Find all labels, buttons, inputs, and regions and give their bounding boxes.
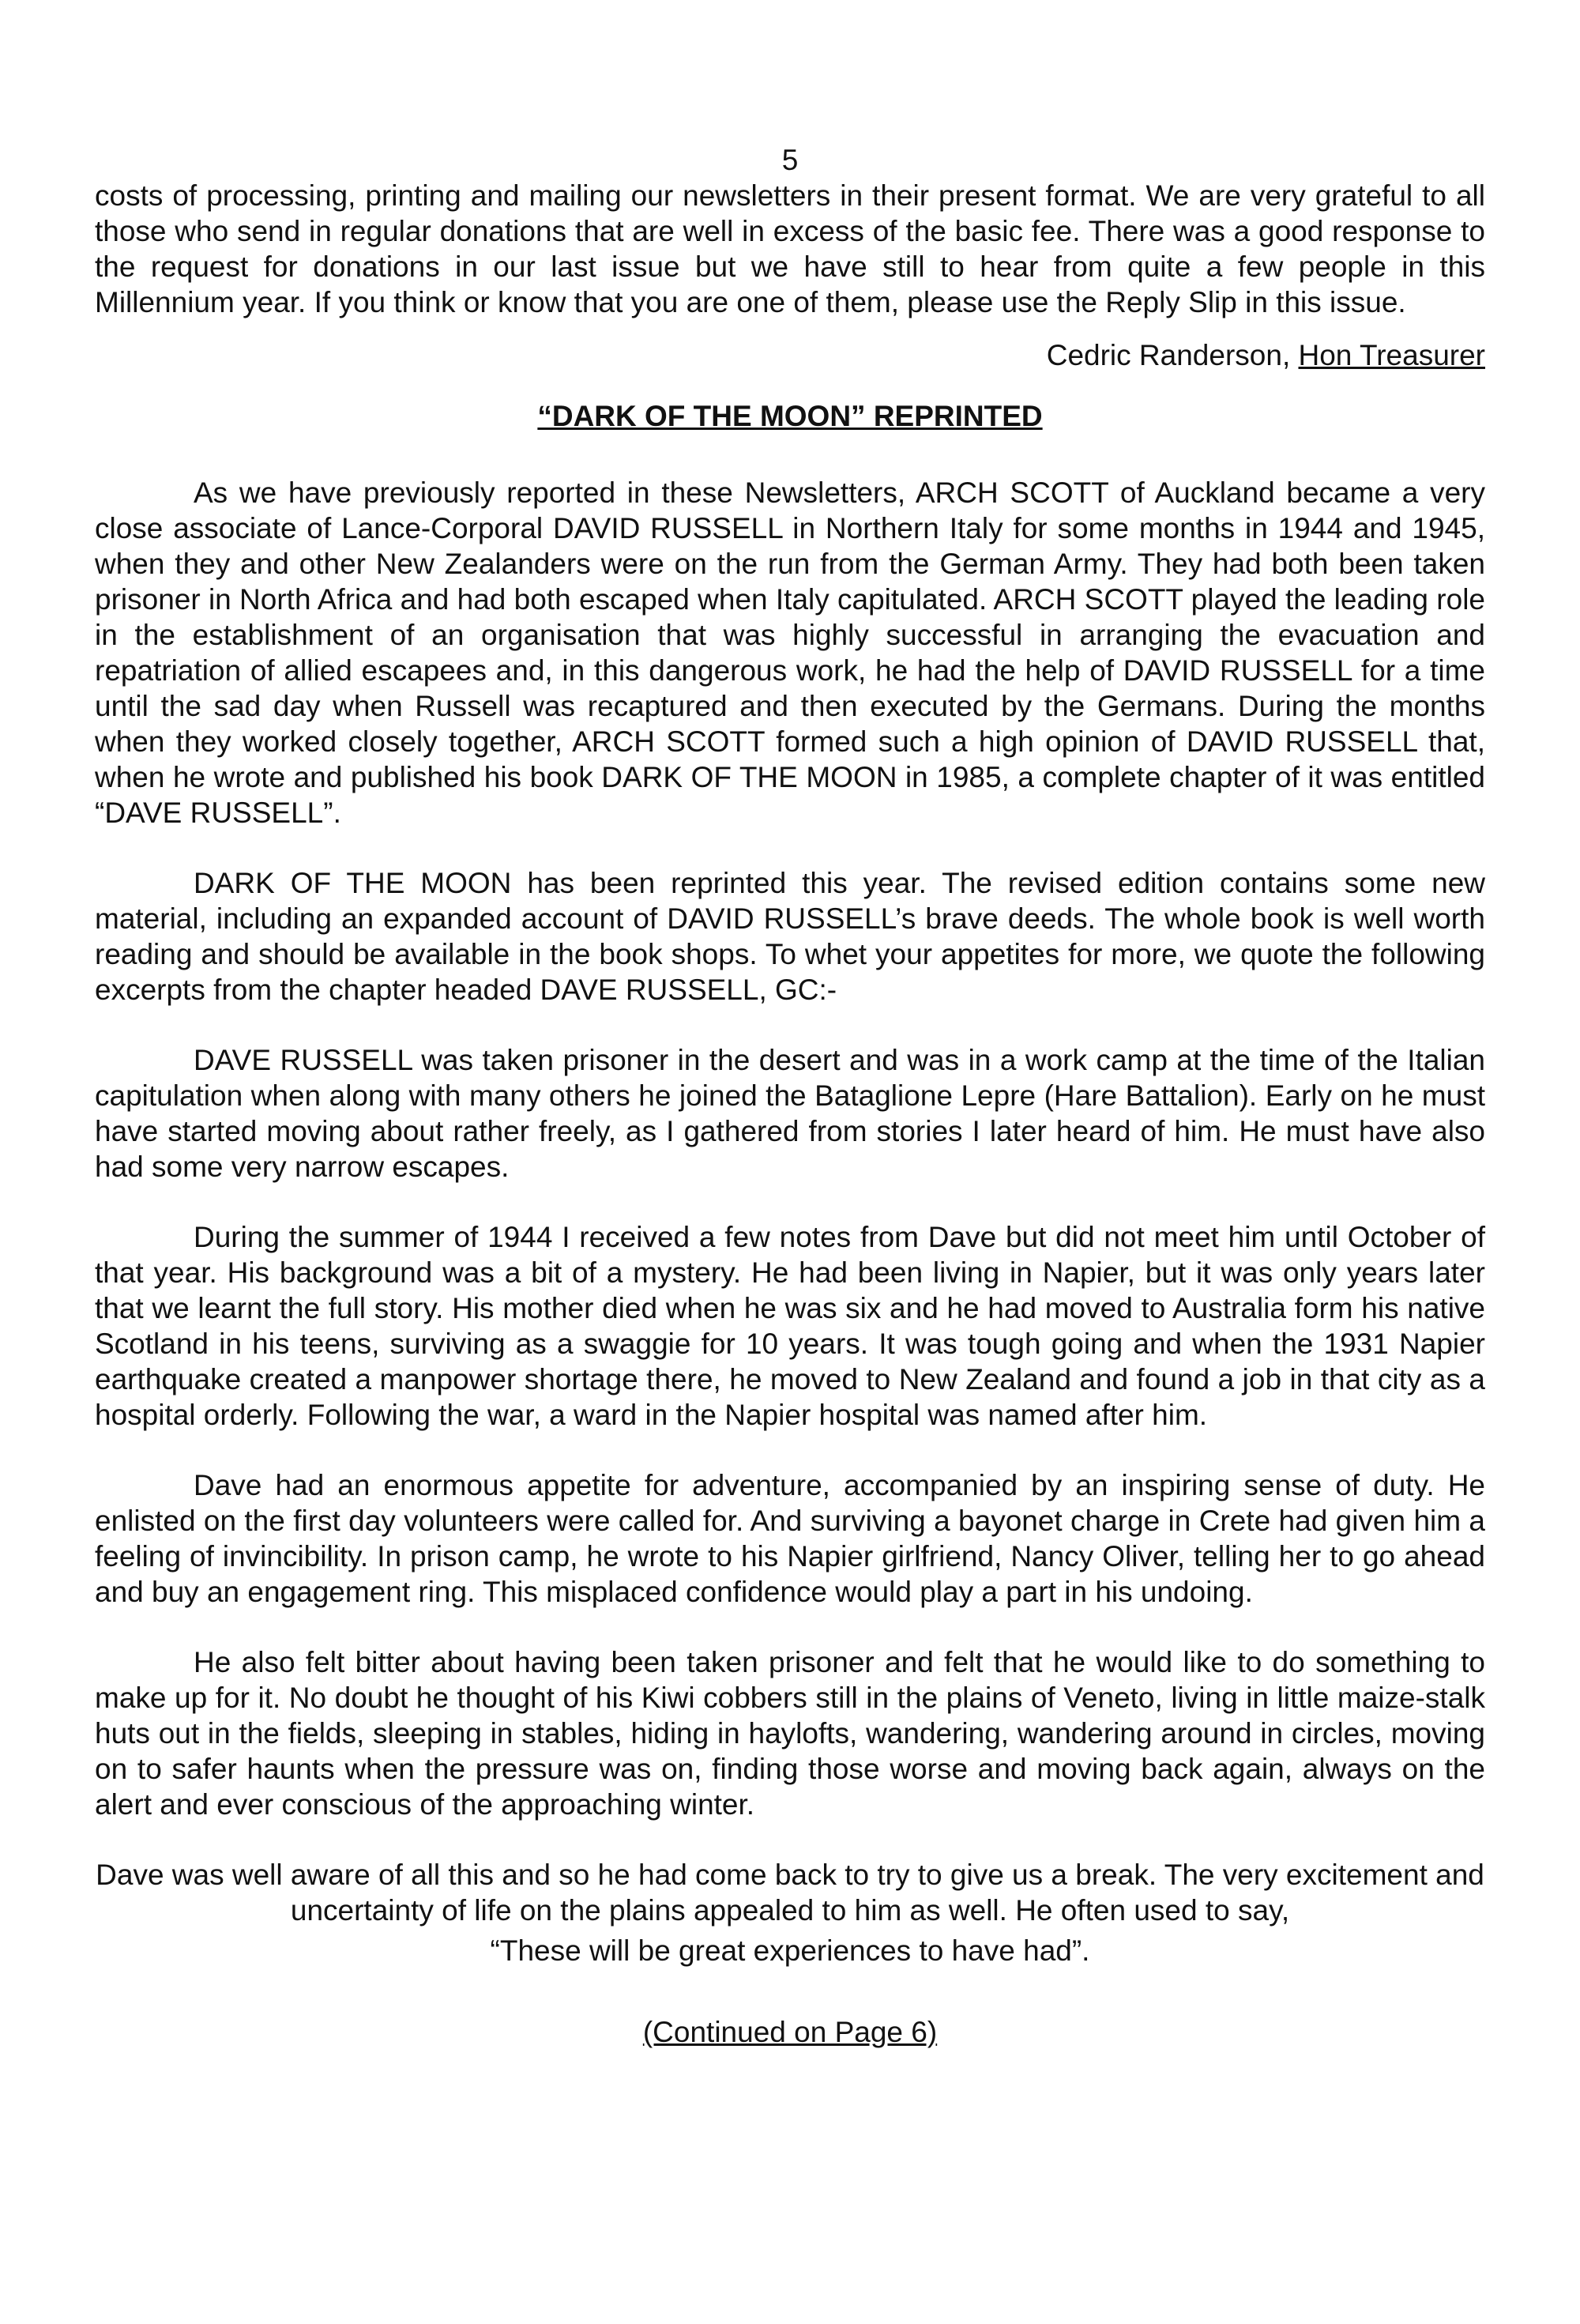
article-paragraph: He also felt bitter about having been taken prisoner and felt that he would like to do something to make up for it. No doubt he thought of his Kiwi cobbers still in the plains of Veneto, living in little maize-stalk huts out in the fields, sleeping in stables, hiding in haylofts, wandering, wandering around in circles, moving on to safer haunts when the pressure was on, finding those worse and moving back again, always on the alert and ever conscious of the approaching winter. — [95, 1646, 1485, 1821]
page-number: 5 — [781, 144, 799, 176]
article-paragraph: DARK OF THE MOON has been reprinted this year. The revised edition contains some new material, including an expanded account of DAVID RUSSELL’s brave deeds. The whole book is well worth reading and should be available in the book shops. To whet your appetites for more, we quote the following excerpts from the chapter headed DAVE RUSSELL, GC:- — [95, 867, 1485, 1006]
treasurer-note: costs of processing, printing and mailing our newsletters in their present format. We are very grateful to all those who send in regular donations that are well in excess of the basic fee. There was a good response to the request for donations in our last issue but we have still to hear from quite a few people in this Millennium year. If you think or know that you are one of them, please use the Reply Slip in this issue. — [95, 179, 1485, 318]
article-paragraph: As we have previously reported in these Newsletters, ARCH SCOTT of Auckland became a very close associate of Lance-Corporal DAVID RUSSELL in Northern Italy for some months in 1944 and 1945, when they and other New Zealanders were on the run from the German Army. They had both been taken prisoner in North Africa and had both escaped when Italy capitulated. ARCH SCOTT played the leading role in the establishment of an organisation that was highly successful in arranging the evacuation and repatriation of allied escapees and, in this dangerous work, he had the help of DAVID RUSSELL for a time until the sad day when Russell was recaptured and then executed by the Germans. During the months when they worked closely together, ARCH SCOTT formed such a high opinion of DAVID RUSSELL that, when he wrote and published his book DARK OF THE MOON in 1985, a complete chapter of it was entitled “DAVE RUSSELL”. — [95, 476, 1485, 829]
article-paragraph: Dave had an enormous appetite for adventure, accompanied by an inspiring sense of duty. He enlisted on the first day volunteers were called for. And surviving a bayonet charge in Crete had given him a feeling of invincibility. In prison camp, he wrote to his Napier girlfriend, Nancy Oliver, telling her to go ahead and buy an engagement ring. This misplaced confidence would play a part in his undoing. — [95, 1469, 1485, 1608]
signer-title: Hon Treasurer — [1298, 339, 1485, 371]
newsletter-page — [95, 142, 1485, 2050]
article-paragraph: DAVE RUSSELL was taken prisoner in the desert and was in a work camp at the time of the Italian capitulation when along with many others he joined the Bataglione Lepre (Hare Battalion). Early on he must have started moving about rather freely, as I gathered from stories I later heard of him. He must have also had some very narrow escapes. — [95, 1044, 1485, 1183]
final-quote: “These will be great experiences to have had”. — [490, 1934, 1090, 1967]
continued-note: (Continued on Page 6) — [642, 2016, 938, 2048]
treasurer-signature — [95, 337, 1485, 373]
article-heading: “DARK OF THE MOON” REPRINTED — [537, 400, 1043, 432]
final-paragraph: Dave was well aware of all this and so he had come back to try to give us a break. The very excitement and uncertainty of life on the plains appealed to him as well. He often used to say, — [96, 1859, 1484, 1927]
signer-name: Cedric Randerson, — [1046, 339, 1291, 371]
article-paragraph: During the summer of 1944 I received a few notes from Dave but did not meet him until October of that year. His background was a bit of a mystery. He had been living in Napier, but it was only years later that we learnt the full story. His mother died when he was six and he had moved to Australia form his native Scotland in his teens, surviving as a swaggie for 10 years. It was tough going and when the 1931 Napier earthquake created a manpower shortage there, he moved to New Zealand and found a job in that city as a hospital orderly. Following the war, a ward in the Napier hospital was named after him. — [95, 1221, 1485, 1431]
